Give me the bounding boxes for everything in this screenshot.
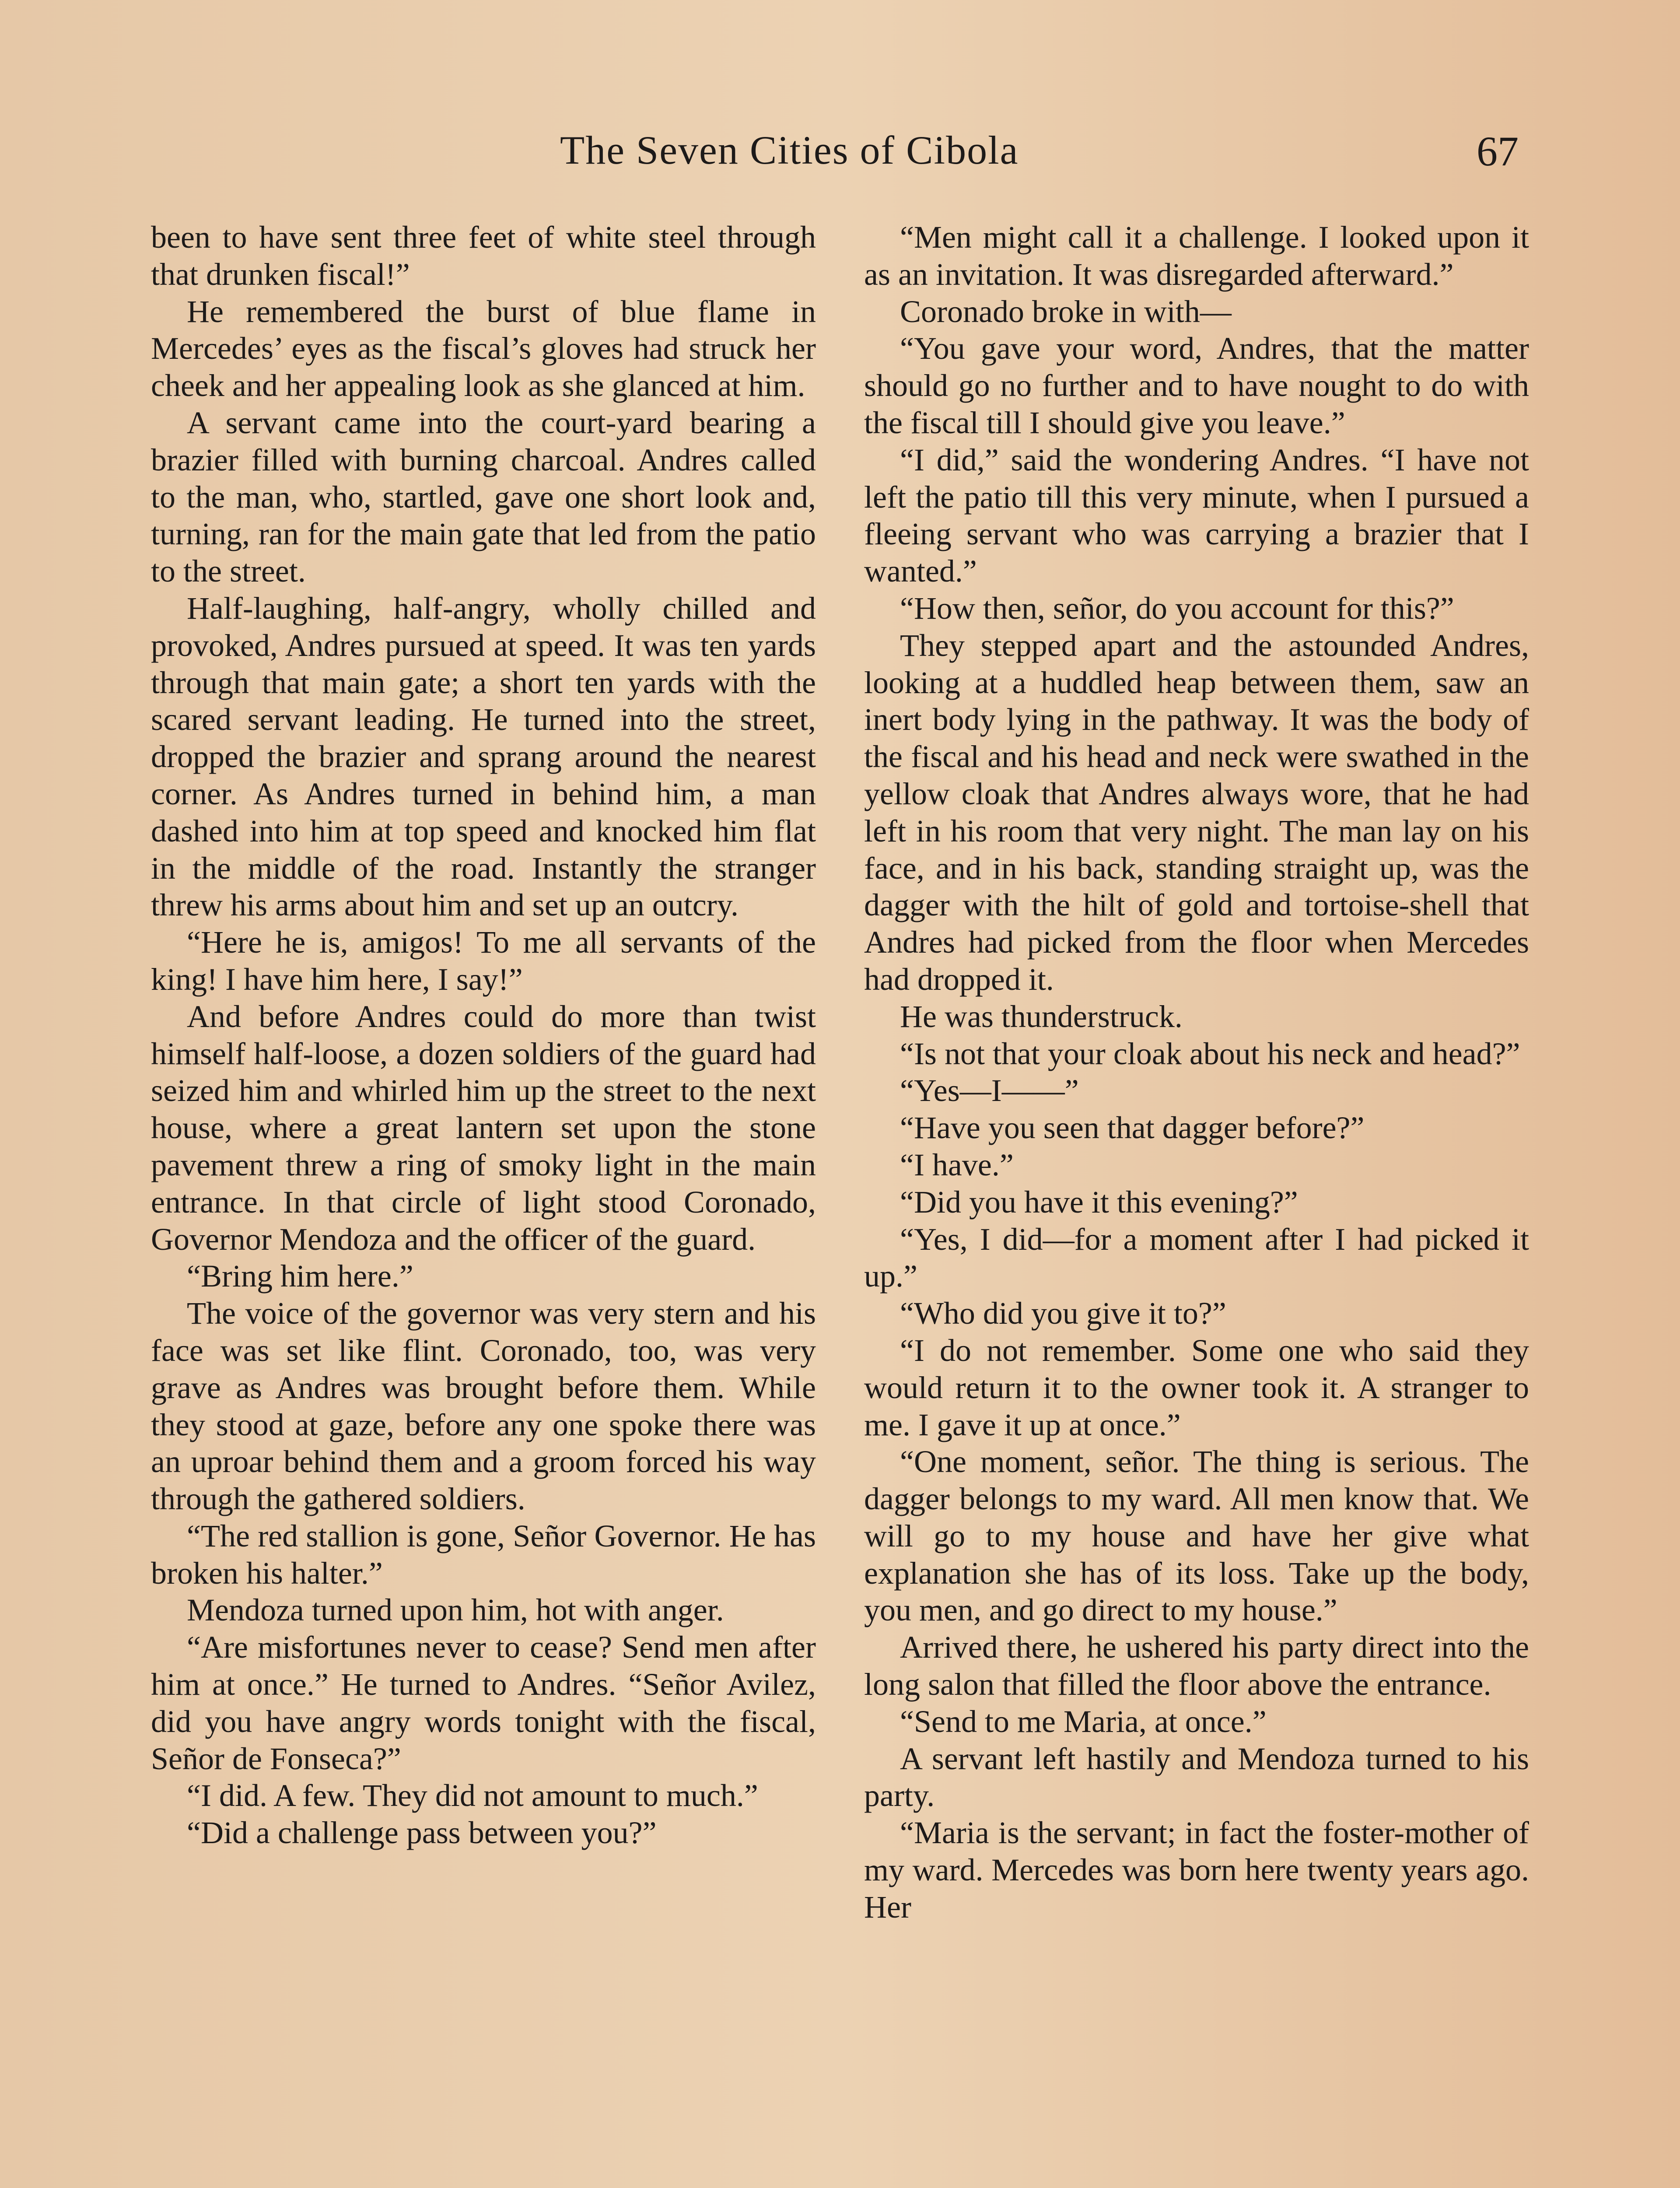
paragraph: “Yes, I did—for a moment after I had picked it up.” bbox=[864, 1221, 1529, 1294]
paragraph: The voice of the governor was very stern and his face was set like flint. Coronado, too, was very grave as Andres was brought before them. While they stood at gaze, before any one spoke there was an uproar behind them and a groom forced his way through the gathered soldiers. bbox=[151, 1296, 816, 1517]
paragraph: Mendoza turned upon him, hot with anger. bbox=[187, 1592, 724, 1628]
paragraph: “Are misfortunes never to cease? Send men after him at once.” He turned to Andres. “Señor Avilez, did you have angry words tonight with the fiscal, Señor de Fonseca?” bbox=[151, 1630, 816, 1776]
paragraph: He remembered the burst of blue flame in Mercedes’ eyes as the fiscal’s gloves had struck her cheek and her appealing look as she glanced at him. bbox=[151, 294, 816, 403]
paragraph: A servant came into the court-yard bearing a brazier filled with burning charcoal. Andres called to the man, who, startled, gave one short look and, turning, ran for the main gate that led from the patio to the street. bbox=[151, 405, 816, 589]
paragraph: “You gave your word, Andres, that the matter should go no further and to have nought to do with the fiscal till I should give you leave.” bbox=[864, 331, 1529, 440]
paragraph: “One moment, señor. The thing is serious. The dagger belongs to my ward. All men know that. We will go to my house and have her give what explanation she has of its loss. Take up the body, you men, and go direct to my house.” bbox=[864, 1444, 1529, 1628]
paragraph: “How then, señor, do you account for this?” bbox=[900, 590, 1454, 626]
paragraph: “Is not that your cloak about his neck and head?” bbox=[900, 1036, 1520, 1071]
paragraph: “Men might call it a challenge. I looked upon it as an invitation. It was disregarded afterward.” bbox=[864, 220, 1529, 292]
running-title: The Seven Cities of Cibola bbox=[560, 128, 1019, 172]
paragraph: “I did,” said the wondering Andres. “I have not left the patio till this very minute, when I pursued a fleeing servant who was carrying a brazier that I wanted.” bbox=[864, 442, 1529, 589]
paragraph: Coronado broke in with— bbox=[900, 294, 1232, 329]
paragraph: And before Andres could do more than twist himself half-loose, a dozen soldiers of the guard had seized him and whirled him up the street to the next house, where a great lantern set upon the stone pavement threw a ring of smoky light in the main entrance. In that circle of light stood Coronado, Governor Mendoza and the officer of the guard. bbox=[151, 999, 816, 1257]
text-column-right bbox=[864, 219, 1529, 1926]
page-header bbox=[0, 127, 1680, 188]
paragraph: “Have you seen that dagger before?” bbox=[900, 1110, 1365, 1146]
paragraph: “Here he is, amigos! To me all servants of the king! I have him here, I say!” bbox=[151, 925, 816, 997]
paragraph: “I do not remember. Some one who said they would return it to the owner took it. A stranger to me. I gave it up at once.” bbox=[864, 1332, 1529, 1442]
paragraph: “Send to me Maria, at once.” bbox=[900, 1704, 1267, 1739]
paragraph: “I did. A few. They did not amount to much.” bbox=[187, 1778, 758, 1813]
paragraph: They stepped apart and the astounded Andres, looking at a huddled heap between them, saw an inert body lying in the pathway. It was the body of the fiscal and his head and neck were swathed in the yellow cloak that Andres always wore, that he had left in his room that very night. The man lay on his face, and in his back, standing straight up, was the dagger with the hilt of gold and tortoise-shell that Andres had picked from the floor when Mercedes had dropped it. bbox=[864, 628, 1529, 997]
paragraph: “Who did you give it to?” bbox=[900, 1296, 1226, 1331]
paragraph: “Did a challenge pass between you?” bbox=[187, 1815, 657, 1851]
paragraph: “Bring him here.” bbox=[187, 1259, 413, 1294]
paragraph: been to have sent three feet of white steel through that drunken fiscal!” bbox=[151, 220, 816, 292]
paragraph: Arrived there, he ushered his party direct into the long salon that filled the floor above the entrance. bbox=[864, 1630, 1529, 1702]
paragraph: “I have.” bbox=[900, 1147, 1014, 1182]
page-number: 67 bbox=[1477, 128, 1519, 175]
paragraph: “Maria is the servant; in fact the foster-mother of my ward. Mercedes was born here twenty years ago. Her bbox=[864, 1815, 1529, 1925]
paragraph: “Yes—I——” bbox=[900, 1073, 1079, 1108]
paragraph: Half-laughing, half-angry, wholly chilled and provoked, Andres pursued at speed. It was ten yards through that main gate; a short ten yards with the scared servant leading. He turned into the street, dropped the brazier and sprang around the nearest corner. As Andres turned in behind him, a man dashed into him at top speed and knocked him flat in the middle of the road. Instantly the stranger threw his arms about him and set up an outcry. bbox=[151, 590, 816, 923]
paragraph: “Did you have it this evening?” bbox=[900, 1184, 1298, 1220]
text-column-left bbox=[151, 219, 816, 1851]
paragraph: A servant left hastily and Mendoza turned to his party. bbox=[864, 1741, 1529, 1813]
paragraph: He was thunderstruck. bbox=[900, 999, 1183, 1034]
paragraph: “The red stallion is gone, Señor Governor. He has broken his halter.” bbox=[151, 1518, 816, 1591]
